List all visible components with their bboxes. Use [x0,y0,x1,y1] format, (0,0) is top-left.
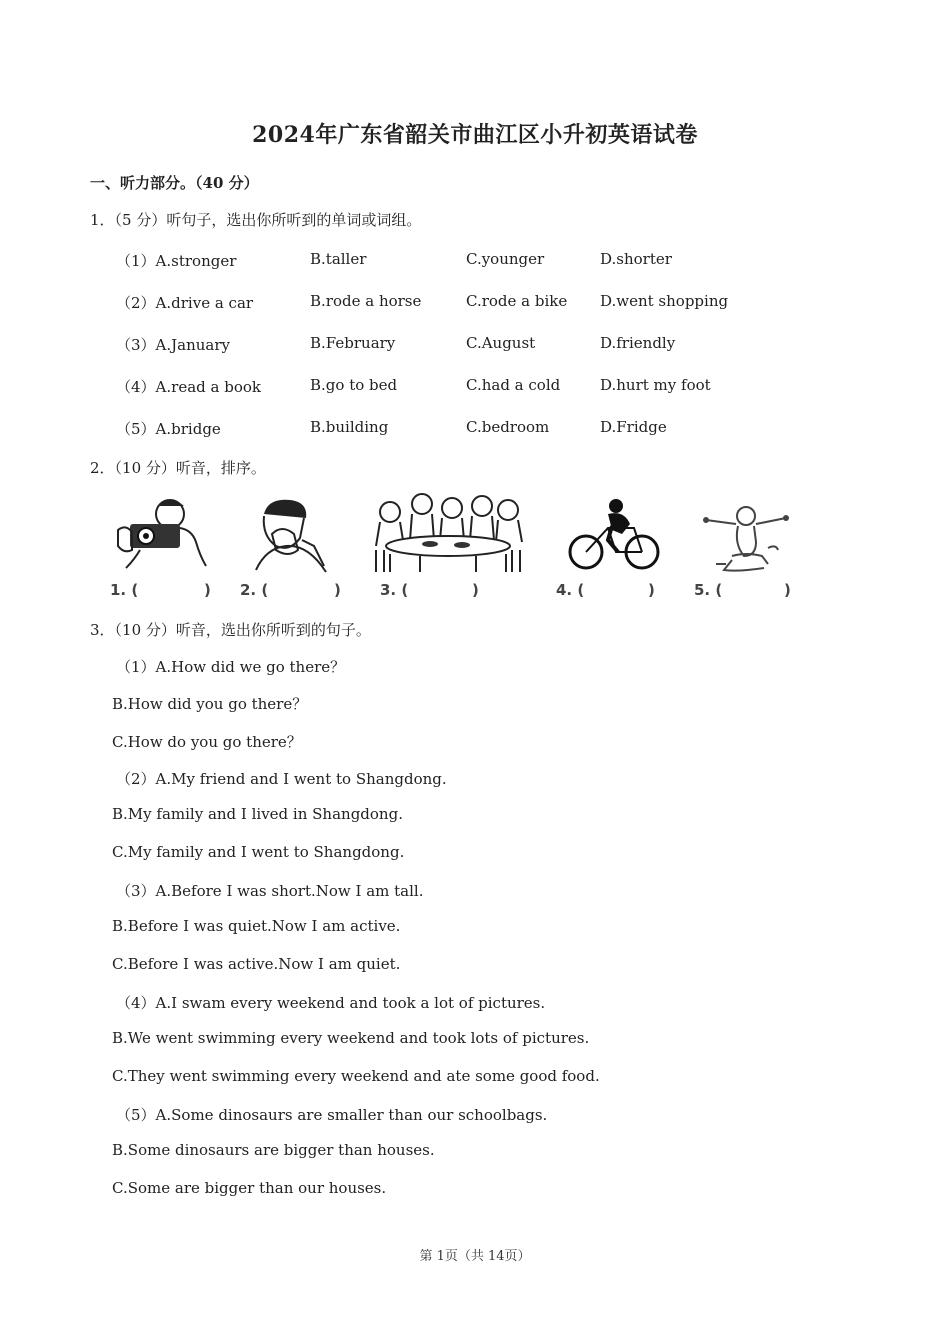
q1-item-2-label: （2）A.drive a car [116,294,254,312]
q3-line: （1）A.How did we go there？ [116,658,346,676]
q1-item-5-option-d: D.Fridge [600,418,667,436]
page-footer: 第 1页（共 14页） [419,1249,531,1264]
q3-line: （4）A.I swam every weekend and took a lot of pictures. [116,994,546,1012]
order-slot-5-close: ) [784,581,791,599]
page-title: 2024年广东省韶关市曲江区小升初英语试卷 [252,122,698,148]
camera-photo-picture [110,494,210,574]
q1-item-4-option-d: D.hurt my foot [600,376,711,394]
q3-line: B.Before I was quiet.Now I am active. [112,917,401,935]
q3-line: （2）A.My friend and I went to Shangdong. [116,770,447,788]
q3-line: C.They went swimming every weekend and ate some good food. [112,1067,600,1085]
order-slot-5[interactable]: 5. ( [694,581,723,599]
section-heading-listening: 一、听力部分。（40 分） [90,174,259,192]
q1-item-3-option-c: C.August [466,334,536,352]
q1-item-1-label: （1）A.stronger [116,252,237,270]
order-slot-3-close: ) [472,581,479,599]
q1-item-2-option-c: C.rode a bike [466,292,568,310]
skating-figure-picture [698,500,794,576]
order-slot-4-close: ) [648,581,655,599]
q3-line: C.How do you go there？ [112,733,302,751]
question-3-prompt: 3．（10 分）听音，选出你所听到的句子。 [90,621,371,639]
order-slot-1[interactable]: 1. ( [110,581,139,599]
q1-item-4-option-c: C.had a cold [466,376,561,394]
order-slot-4[interactable]: 4. ( [556,581,585,599]
q3-line: B.Some dinosaurs are bigger than houses. [112,1141,435,1159]
q3-line: B.How did you go there？ [112,695,308,713]
q1-item-1-option-d: D.shorter [600,250,672,268]
q3-line: C.Some are bigger than our houses. [112,1179,387,1197]
question-1-prompt: 1．（5 分）听句子，选出你所听到的单词或词组。 [90,211,422,229]
order-slot-2-close: ) [334,581,341,599]
order-slot-1-close: ) [204,581,211,599]
q3-line: （5）A.Some dinosaurs are smaller than our schoolbags. [116,1106,548,1124]
q1-item-2-option-b: B.rode a horse [310,292,422,310]
q1-item-5-option-c: C.bedroom [466,418,550,436]
q1-item-3-option-d: D.friendly [600,334,676,352]
order-slot-3[interactable]: 3. ( [380,581,409,599]
q1-item-4-option-b: B.go to bed [310,376,398,394]
q3-line: C.My family and I went to Shangdong. [112,843,405,861]
q3-line: （3）A.Before I was short.Now I am tall. [116,882,424,900]
q1-item-1-option-b: B.taller [310,250,367,268]
q1-item-1-option-c: C.younger [466,250,545,268]
q1-item-2-option-d: D.went shopping [600,292,729,310]
sick-person-picture [246,494,346,574]
order-slot-2[interactable]: 2. ( [240,581,269,599]
q1-item-5-option-b: B.building [310,418,389,436]
q3-line: C.Before I was active.Now I am quiet. [112,955,401,973]
question-2-prompt: 2．（10 分）听音，排序。 [90,459,266,477]
q3-line: B.We went swimming every weekend and took lots of pictures. [112,1029,590,1047]
q1-item-4-label: （4）A.read a book [116,378,261,396]
cycling-picture [566,496,662,572]
q1-item-5-label: （5）A.bridge [116,420,221,438]
q1-item-3-label: （3）A.January [116,336,231,354]
family-dinner-picture [370,490,526,574]
q1-item-3-option-b: B.February [310,334,396,352]
q3-line: B.My family and I lived in Shangdong. [112,805,403,823]
